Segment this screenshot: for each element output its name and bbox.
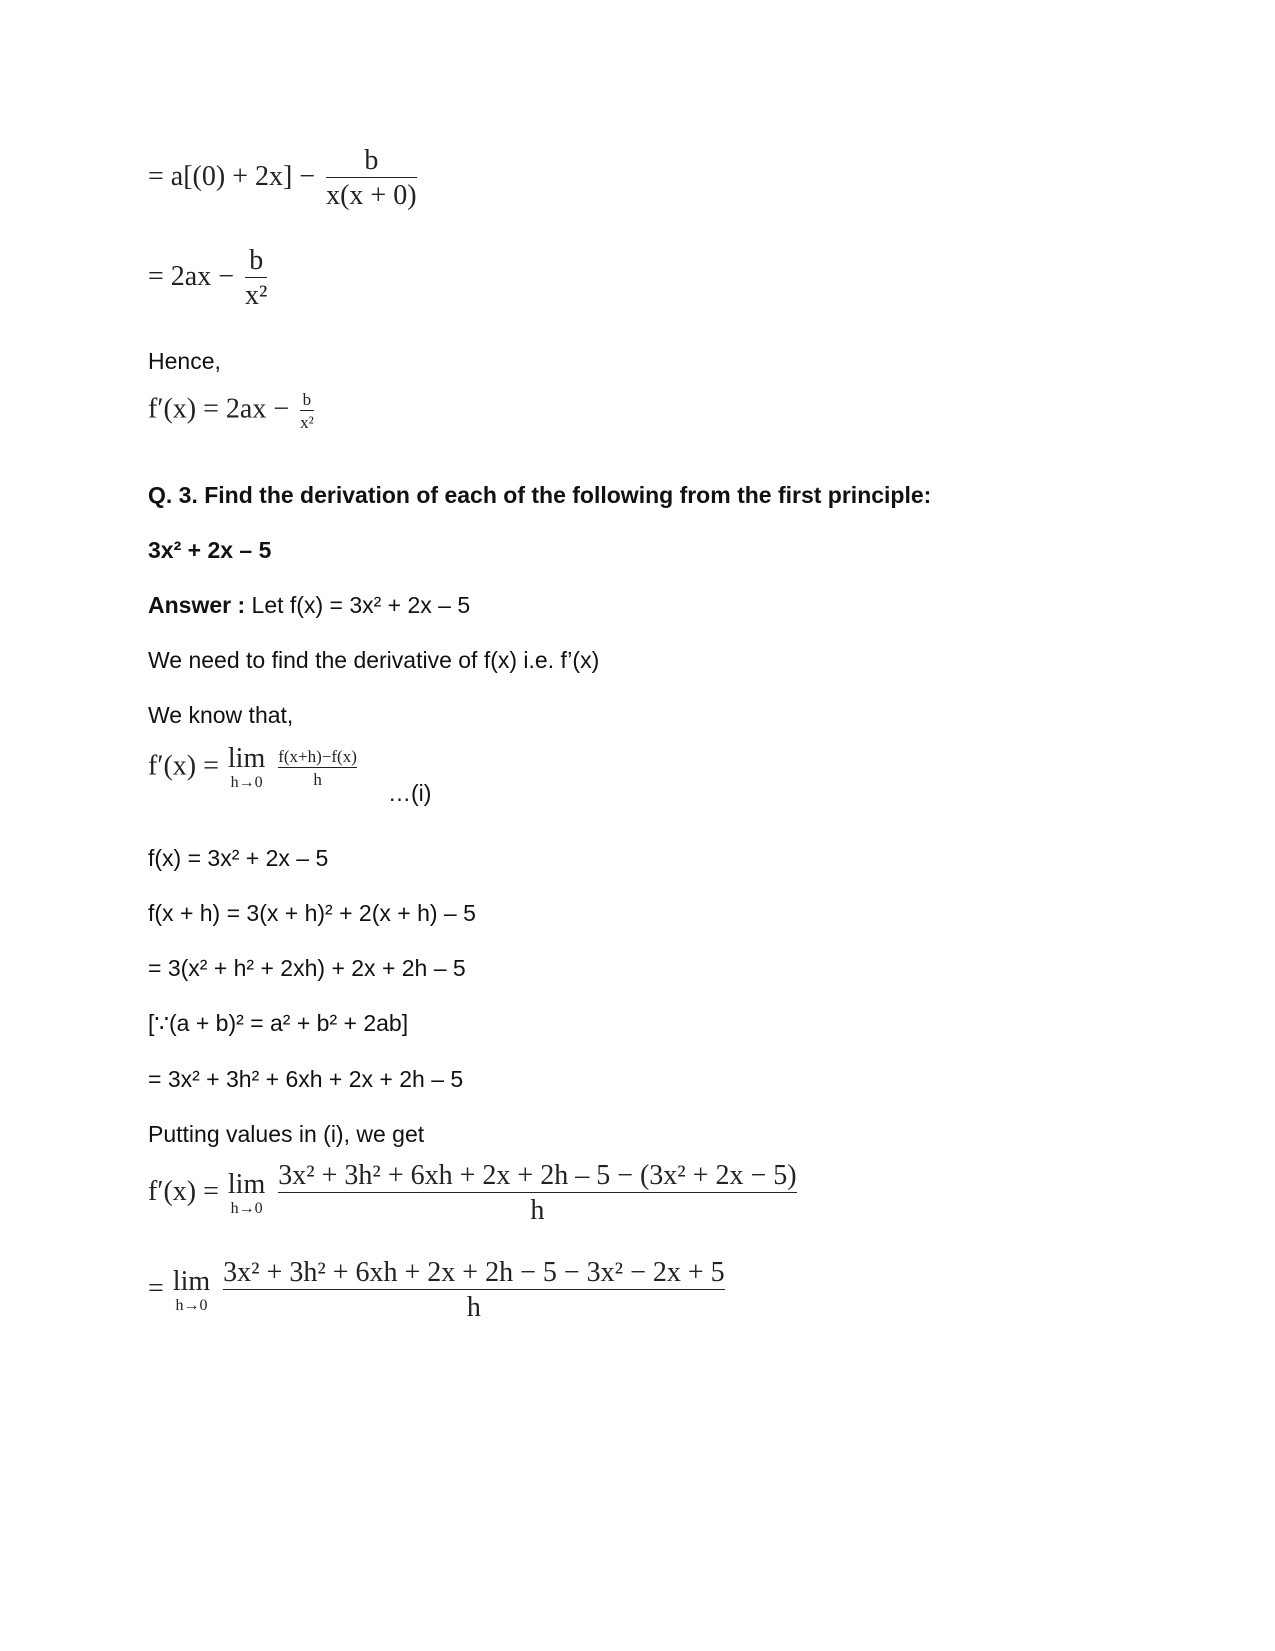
eq1-denominator: x(x + 0): [326, 177, 416, 212]
eq4-numerator: 3x² + 3h² + 6xh + 2x + 2h – 5 − (3x² + 2x − 5): [278, 1160, 797, 1191]
eq3-numerator: b: [302, 390, 312, 409]
equation-result: [148, 390, 318, 432]
need-text: We need to find the derivative of f(x) i.e. f’(x): [148, 647, 600, 673]
eq2-prefix: = 2ax −: [148, 261, 235, 293]
limdef-denominator: h: [278, 767, 357, 790]
answer-line: [148, 592, 470, 619]
equation-step-1: [148, 145, 421, 212]
eq3-denominator: x²: [300, 410, 314, 433]
eq5-numerator: 3x² + 3h² + 6xh + 2x + 2h − 5 − 3x² − 2x + 5: [223, 1257, 725, 1288]
answer-label: Answer :: [148, 592, 246, 618]
step-line: f(x) = 3x² + 2x – 5: [148, 845, 329, 871]
equation-step-2: [148, 245, 271, 312]
eq3-prefix: f′(x) = 2ax −: [148, 393, 290, 425]
limdef-lim: [228, 745, 265, 791]
eq5-lim-sub: h→0: [175, 1296, 208, 1314]
eq1-numerator: b: [364, 145, 379, 176]
eq4-lim: [227, 1168, 266, 1217]
limdef-fraction: [278, 747, 357, 789]
equation-tag: …(i): [388, 780, 432, 806]
eq5-fraction: [223, 1257, 725, 1324]
eq5-lim-word: lim: [172, 1265, 211, 1297]
eq4-lim-sub: h→0: [230, 1199, 263, 1217]
step-line: = 3x² + 3h² + 6xh + 2x + 2h – 5: [148, 1066, 464, 1092]
eq4-prefix: f′(x) =: [148, 1176, 219, 1208]
eq2-denominator: x²: [245, 277, 267, 312]
question-heading: Q. 3. Find the derivation of each of the following from the first principle:: [148, 482, 932, 508]
eq5-lim: [172, 1265, 211, 1314]
limdef-lim-word: lim: [227, 743, 266, 774]
step-line: = 3(x² + h² + 2xh) + 2x + 2h – 5: [148, 955, 466, 981]
eq4-lim-word: lim: [227, 1168, 266, 1200]
limdef-prefix: f′(x) =: [148, 750, 219, 782]
hence-text: Hence,: [148, 348, 221, 374]
eq5-denominator: h: [223, 1289, 725, 1324]
step-line: Putting values in (i), we get: [148, 1121, 425, 1147]
limdef-lim-sub: h→0: [230, 774, 263, 791]
eq2-fraction: [245, 245, 267, 312]
eq1-prefix: = a[(0) + 2x] −: [148, 161, 316, 193]
limdef-numerator: f(x+h)−f(x): [278, 746, 357, 766]
eq3-fraction: [300, 390, 314, 432]
eq5-prefix: =: [148, 1273, 164, 1305]
eq1-fraction: [326, 145, 416, 212]
step-line: f(x + h) = 3(x + h)² + 2(x + h) – 5: [148, 900, 476, 926]
equation-expanded: [148, 1257, 729, 1324]
eq4-denominator: h: [278, 1192, 796, 1227]
know-text: We know that,: [148, 702, 294, 728]
eq2-numerator: b: [249, 245, 264, 276]
limit-definition: [148, 745, 361, 791]
answer-text: Let f(x) = 3x² + 2x – 5: [251, 592, 471, 618]
eq4-fraction: [278, 1160, 796, 1227]
step-line: [∵(a + b)² = a² + b² + 2ab]: [148, 1010, 409, 1036]
equation-substituted: [148, 1160, 801, 1227]
question-expression: 3x² + 2x – 5: [148, 537, 272, 563]
